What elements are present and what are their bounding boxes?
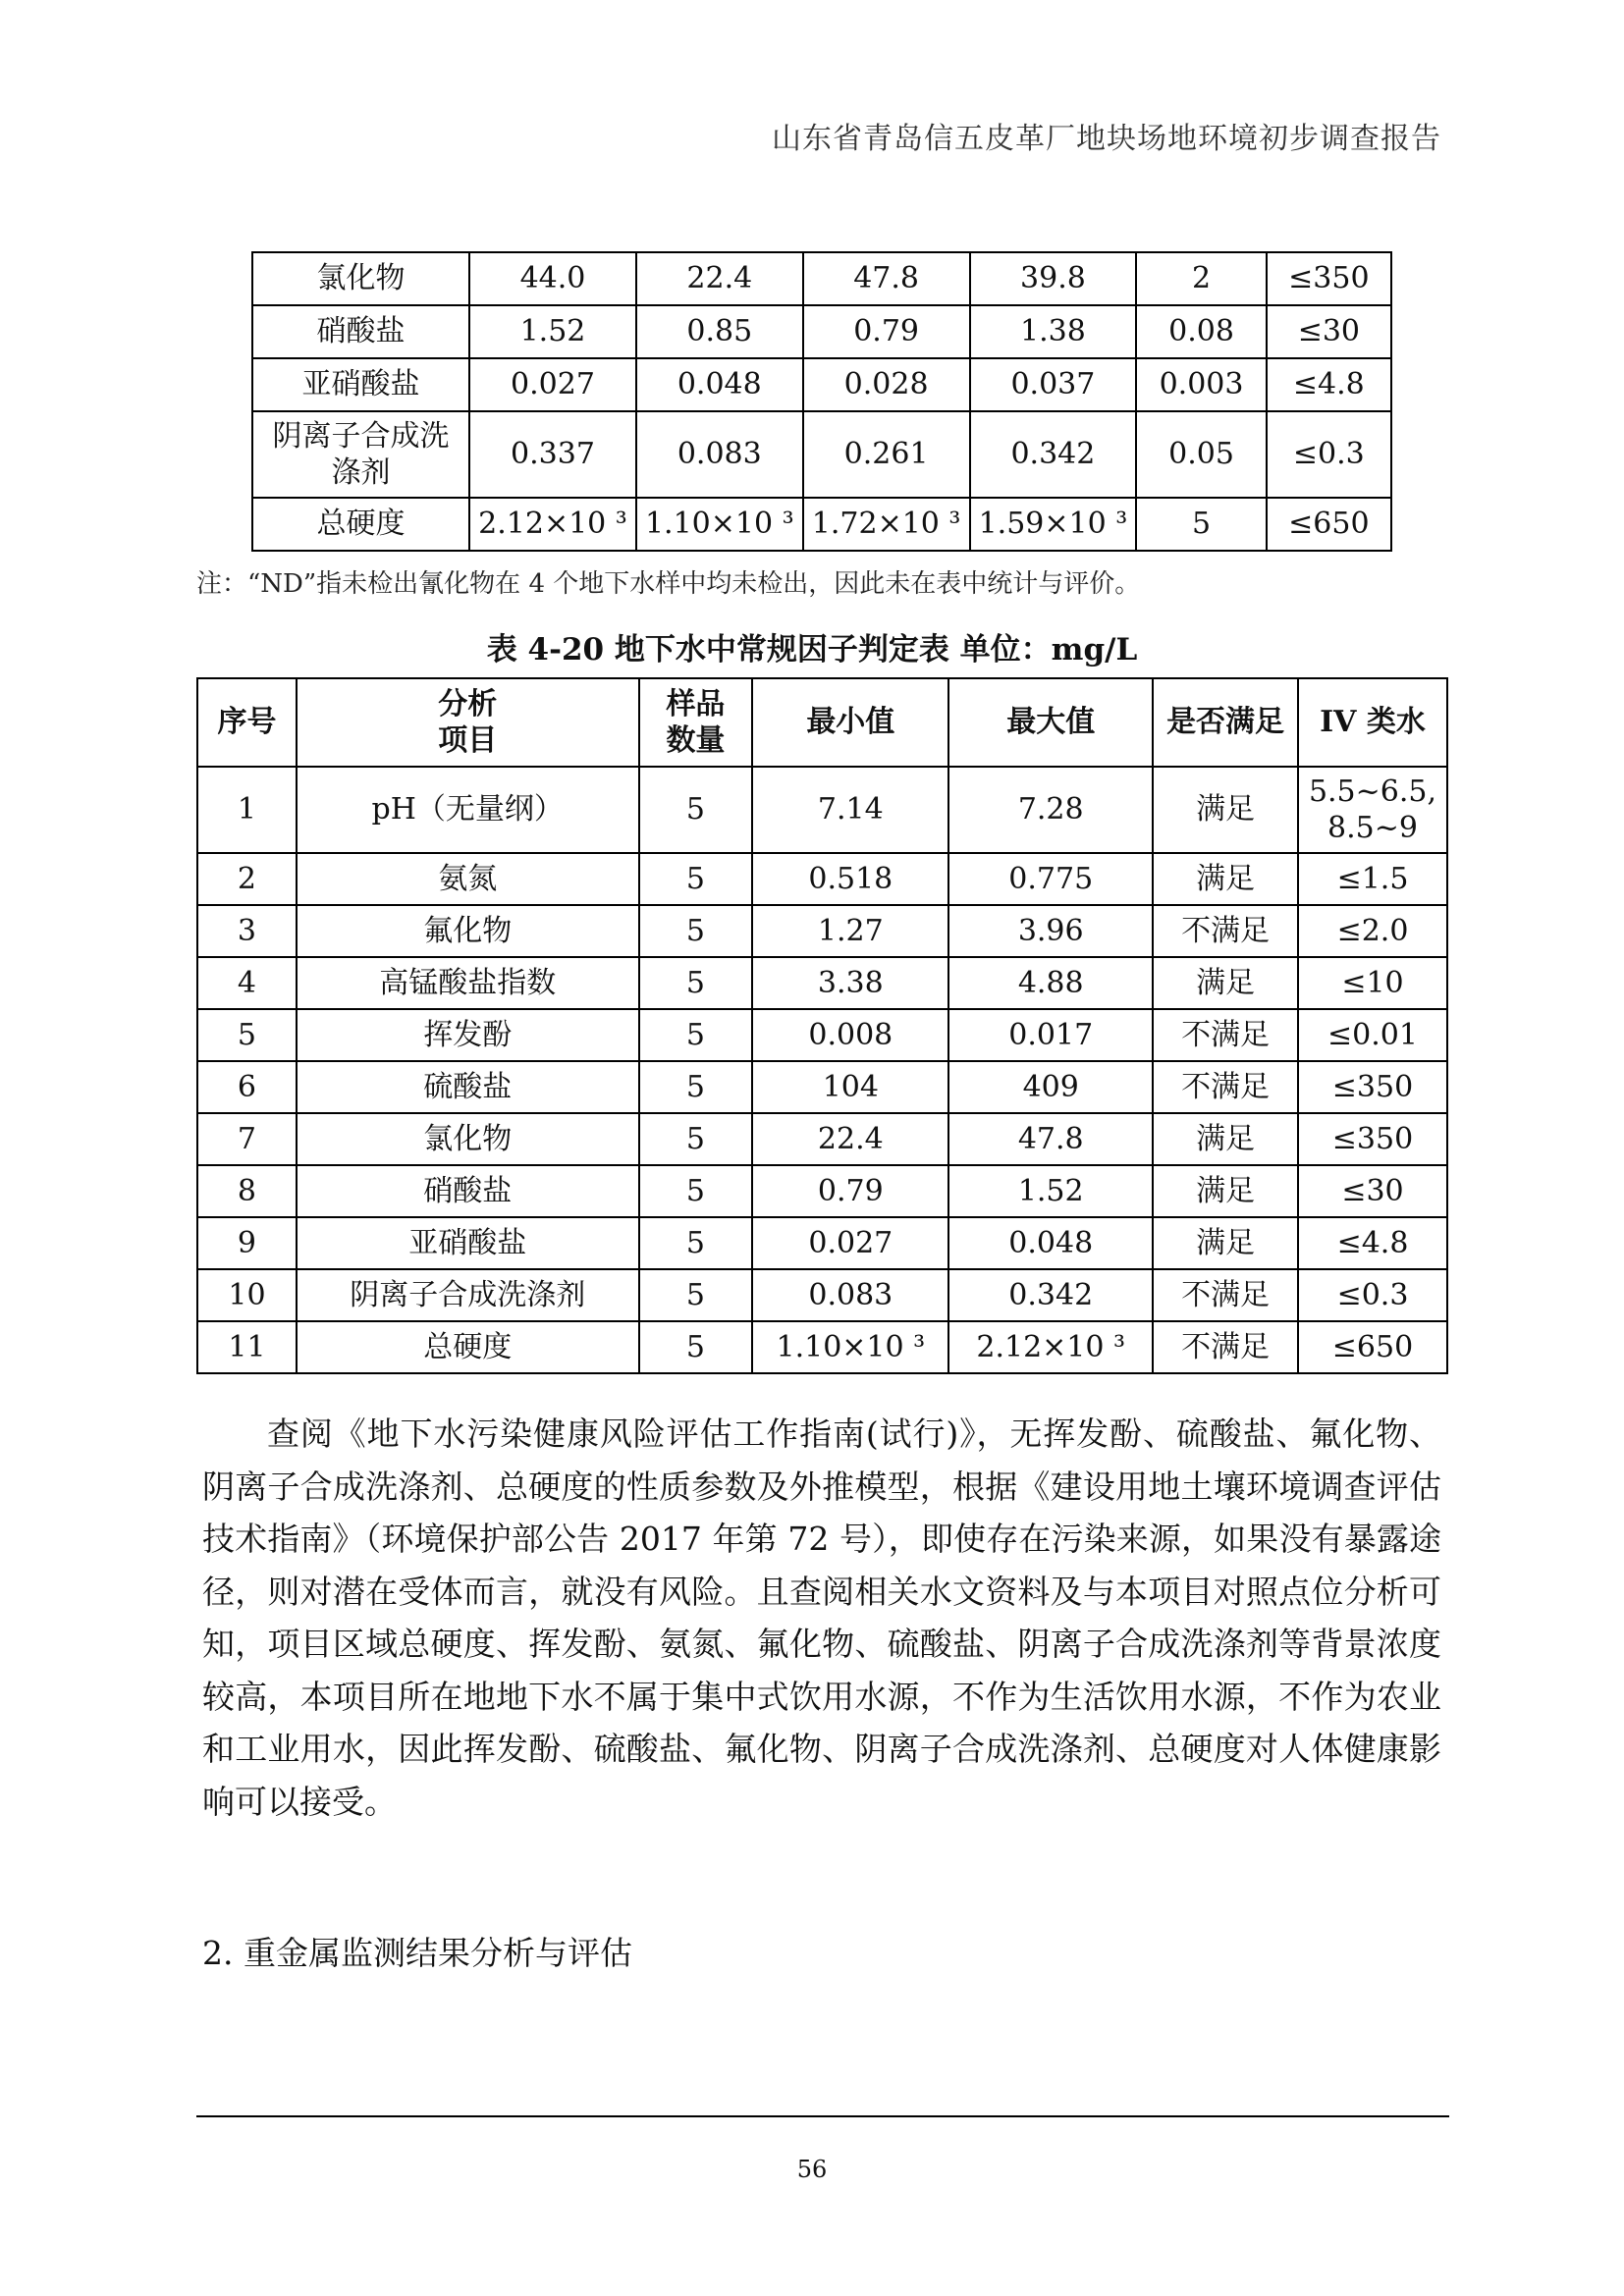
table-cell: 氯化物 [252, 252, 469, 305]
table-header-row [197, 678, 1447, 767]
table-cell: 4 [197, 957, 297, 1009]
table-cell: 2 [197, 853, 297, 905]
table-cell: 0.028 [803, 358, 970, 411]
table-cell: 0.518 [752, 853, 948, 905]
table-cell: 1.10×10 ³ [752, 1321, 948, 1373]
table-cell: 0.048 [636, 358, 803, 411]
table-cell: 0.342 [970, 411, 1137, 498]
table-row [197, 1113, 1447, 1165]
table-row [252, 305, 1391, 358]
table-cell: 22.4 [636, 252, 803, 305]
table-cell: 1.52 [948, 1165, 1153, 1217]
table-row [197, 1217, 1447, 1269]
table-cell: 8 [197, 1165, 297, 1217]
table-cell: 氨氮 [297, 853, 639, 905]
table-cell: 0.85 [636, 305, 803, 358]
table-row [197, 905, 1447, 957]
table-row [252, 358, 1391, 411]
table-cell: 1.10×10 ³ [636, 498, 803, 551]
table-cell: 阴离子合成洗 涤剂 [252, 411, 469, 498]
table-cell: 不满足 [1153, 1321, 1298, 1373]
table-cell: 104 [752, 1061, 948, 1113]
page-header-title: 山东省青岛信五皮革厂地块场地环境初步调查报告 [772, 122, 1441, 156]
table-cell: 22.4 [752, 1113, 948, 1165]
table-row [197, 1165, 1447, 1217]
table-cell: 5 [639, 957, 753, 1009]
table-cell: 5 [639, 1321, 753, 1373]
column-header: 样品 数量 [639, 678, 753, 767]
table-cell: ≤4.8 [1267, 358, 1391, 411]
footer-divider [196, 2115, 1449, 2117]
table-cell: 满足 [1153, 1113, 1298, 1165]
table-caption: 表 4-20 地下水中常规因子判定表 单位：mg/L [486, 632, 1138, 667]
table-row [197, 1269, 1447, 1321]
column-header: 最小值 [752, 678, 948, 767]
table-cell: 满足 [1153, 1165, 1298, 1217]
table-cell: 不满足 [1153, 1269, 1298, 1321]
table-cell: 阴离子合成洗涤剂 [297, 1269, 639, 1321]
table-cell: 0.083 [752, 1269, 948, 1321]
table-cell: 0.003 [1136, 358, 1266, 411]
table-cell: 2 [1136, 252, 1266, 305]
table-cell: 44.0 [469, 252, 636, 305]
table-cell: 4.88 [948, 957, 1153, 1009]
table-cell: 5.5~6.5, 8.5~9 [1298, 767, 1447, 853]
column-header: IV 类水 [1298, 678, 1447, 767]
table-cell: 满足 [1153, 853, 1298, 905]
table-cell: 硫酸盐 [297, 1061, 639, 1113]
table-row [197, 853, 1447, 905]
table-cell: ≤30 [1267, 305, 1391, 358]
table-cell: 氯化物 [297, 1113, 639, 1165]
table-cell: 0.027 [752, 1217, 948, 1269]
table-cell: ≤650 [1298, 1321, 1447, 1373]
table-cell: ≤30 [1298, 1165, 1447, 1217]
table-cell: 5 [639, 853, 753, 905]
table-cell: 47.8 [803, 252, 970, 305]
table-cell: 0.775 [948, 853, 1153, 905]
table-cell: 3 [197, 905, 297, 957]
table-cell: 39.8 [970, 252, 1137, 305]
table-cell: 0.083 [636, 411, 803, 498]
table-cell: 硝酸盐 [297, 1165, 639, 1217]
table-cell: 1.38 [970, 305, 1137, 358]
table-cell: ≤0.3 [1267, 411, 1391, 498]
table-row [197, 1061, 1447, 1113]
table-cell: 氟化物 [297, 905, 639, 957]
table-cell: 1.72×10 ³ [803, 498, 970, 551]
table-cell: 硝酸盐 [252, 305, 469, 358]
table-cell: ≤1.5 [1298, 853, 1447, 905]
table-cell: 不满足 [1153, 1061, 1298, 1113]
table-cell: 0.037 [970, 358, 1137, 411]
table-cell: ≤4.8 [1298, 1217, 1447, 1269]
table-cell: 9 [197, 1217, 297, 1269]
table-cell: 满足 [1153, 1217, 1298, 1269]
table-cell: 总硬度 [297, 1321, 639, 1373]
table-cell: 11 [197, 1321, 297, 1373]
section-subheading: 2. 重金属监测结果分析与评估 [202, 1934, 632, 1972]
table-row [197, 767, 1447, 853]
table-cell: ≤2.0 [1298, 905, 1447, 957]
page-number: 56 [796, 2156, 828, 2183]
column-header: 是否满足 [1153, 678, 1298, 767]
table-cell: 2.12×10 ³ [948, 1321, 1153, 1373]
table-row [252, 252, 1391, 305]
table-cell: 0.017 [948, 1009, 1153, 1061]
table-cell: 0.008 [752, 1009, 948, 1061]
table-body [197, 767, 1447, 1373]
table-cell: 0.79 [803, 305, 970, 358]
table-cell: ≤0.01 [1298, 1009, 1447, 1061]
table-cell: 5 [639, 1165, 753, 1217]
table-cell: 5 [197, 1009, 297, 1061]
table-cell: 0.337 [469, 411, 636, 498]
table-cell: 0.048 [948, 1217, 1153, 1269]
table-cell: ≤0.3 [1298, 1269, 1447, 1321]
table-cell: pH（无量纲） [297, 767, 639, 853]
table-row [197, 1009, 1447, 1061]
table-cell: 1.59×10 ³ [970, 498, 1137, 551]
table-cell: 5 [639, 905, 753, 957]
column-header: 分析 项目 [297, 678, 639, 767]
table-cell: 0.261 [803, 411, 970, 498]
table-row [197, 1321, 1447, 1373]
table-cell: 满足 [1153, 957, 1298, 1009]
table-cell: 10 [197, 1269, 297, 1321]
continued-table-body [252, 252, 1391, 551]
table-cell: 7 [197, 1113, 297, 1165]
table-cell: ≤650 [1267, 498, 1391, 551]
table-cell: 1.52 [469, 305, 636, 358]
table-cell: 高锰酸盐指数 [297, 957, 639, 1009]
table-cell: 5 [639, 767, 753, 853]
table-cell: 7.14 [752, 767, 948, 853]
table-cell: 5 [639, 1217, 753, 1269]
table-cell: 5 [639, 1113, 753, 1165]
table-cell: 3.38 [752, 957, 948, 1009]
table-cell: 5 [639, 1009, 753, 1061]
table-cell: 3.96 [948, 905, 1153, 957]
table-cell: 0.79 [752, 1165, 948, 1217]
table-cell: 47.8 [948, 1113, 1153, 1165]
table-cell: 5 [1136, 498, 1266, 551]
column-header: 最大值 [948, 678, 1153, 767]
table-cell: 7.28 [948, 767, 1153, 853]
table-cell: 总硬度 [252, 498, 469, 551]
table-cell: 0.027 [469, 358, 636, 411]
table-cell: 6 [197, 1061, 297, 1113]
table-cell: 5 [639, 1269, 753, 1321]
table-cell: ≤350 [1298, 1061, 1447, 1113]
table-cell: 409 [948, 1061, 1153, 1113]
table-cell: 亚硝酸盐 [252, 358, 469, 411]
table-cell: 挥发酚 [297, 1009, 639, 1061]
table-cell: 0.08 [1136, 305, 1266, 358]
table-note: 注：“ND”指未检出氰化物在 4 个地下水样中均未检出，因此未在表中统计与评价。 [196, 569, 1141, 599]
table-row [252, 498, 1391, 551]
table-cell: 满足 [1153, 767, 1298, 853]
table-cell: ≤10 [1298, 957, 1447, 1009]
groundwater-factor-table [196, 677, 1448, 1374]
table-cell: 5 [639, 1061, 753, 1113]
table-cell: ≤350 [1267, 252, 1391, 305]
table-cell: 不满足 [1153, 1009, 1298, 1061]
table-cell: 1 [197, 767, 297, 853]
table-cell: 0.05 [1136, 411, 1266, 498]
table-cell: 1.27 [752, 905, 948, 957]
table-header [197, 678, 1447, 767]
table-cell: 亚硝酸盐 [297, 1217, 639, 1269]
table-row [197, 957, 1447, 1009]
table-cell: 不满足 [1153, 905, 1298, 957]
table-cell: 2.12×10 ³ [469, 498, 636, 551]
column-header: 序号 [197, 678, 297, 767]
continued-data-table [251, 251, 1392, 552]
body-paragraph: 查阅《地下水污染健康风险评估工作指南(试行)》，无挥发酚、硫酸盐、氟化物、阴离子合成洗涤剂、总硬度的性质参数及外推模型，根据《建设用地土壤环境调查评估技术指南》（环境保护部公告 2017 年第 72 号），即使存在污染来源，如果没有暴露途径，则对潜在受体而言，就没有风险。且查阅相关水文资料及与本项目对照点位分析可知，项目区域总硬度、挥发酚、氨氮、氟化物、硫酸盐、阴离子合成洗涤剂等背景浓度较高，本项目所在地地下水不属于集中式饮用水源，不作为生活饮用水源，不作为农业和工业用水，因此挥发酚、硫酸盐、氟化物、阴离子合成洗涤剂、总硬度对人体健康影响可以接受。 [202, 1415, 1441, 1821]
table-row [252, 411, 1391, 498]
table-cell: 0.342 [948, 1269, 1153, 1321]
table-cell: ≤350 [1298, 1113, 1447, 1165]
